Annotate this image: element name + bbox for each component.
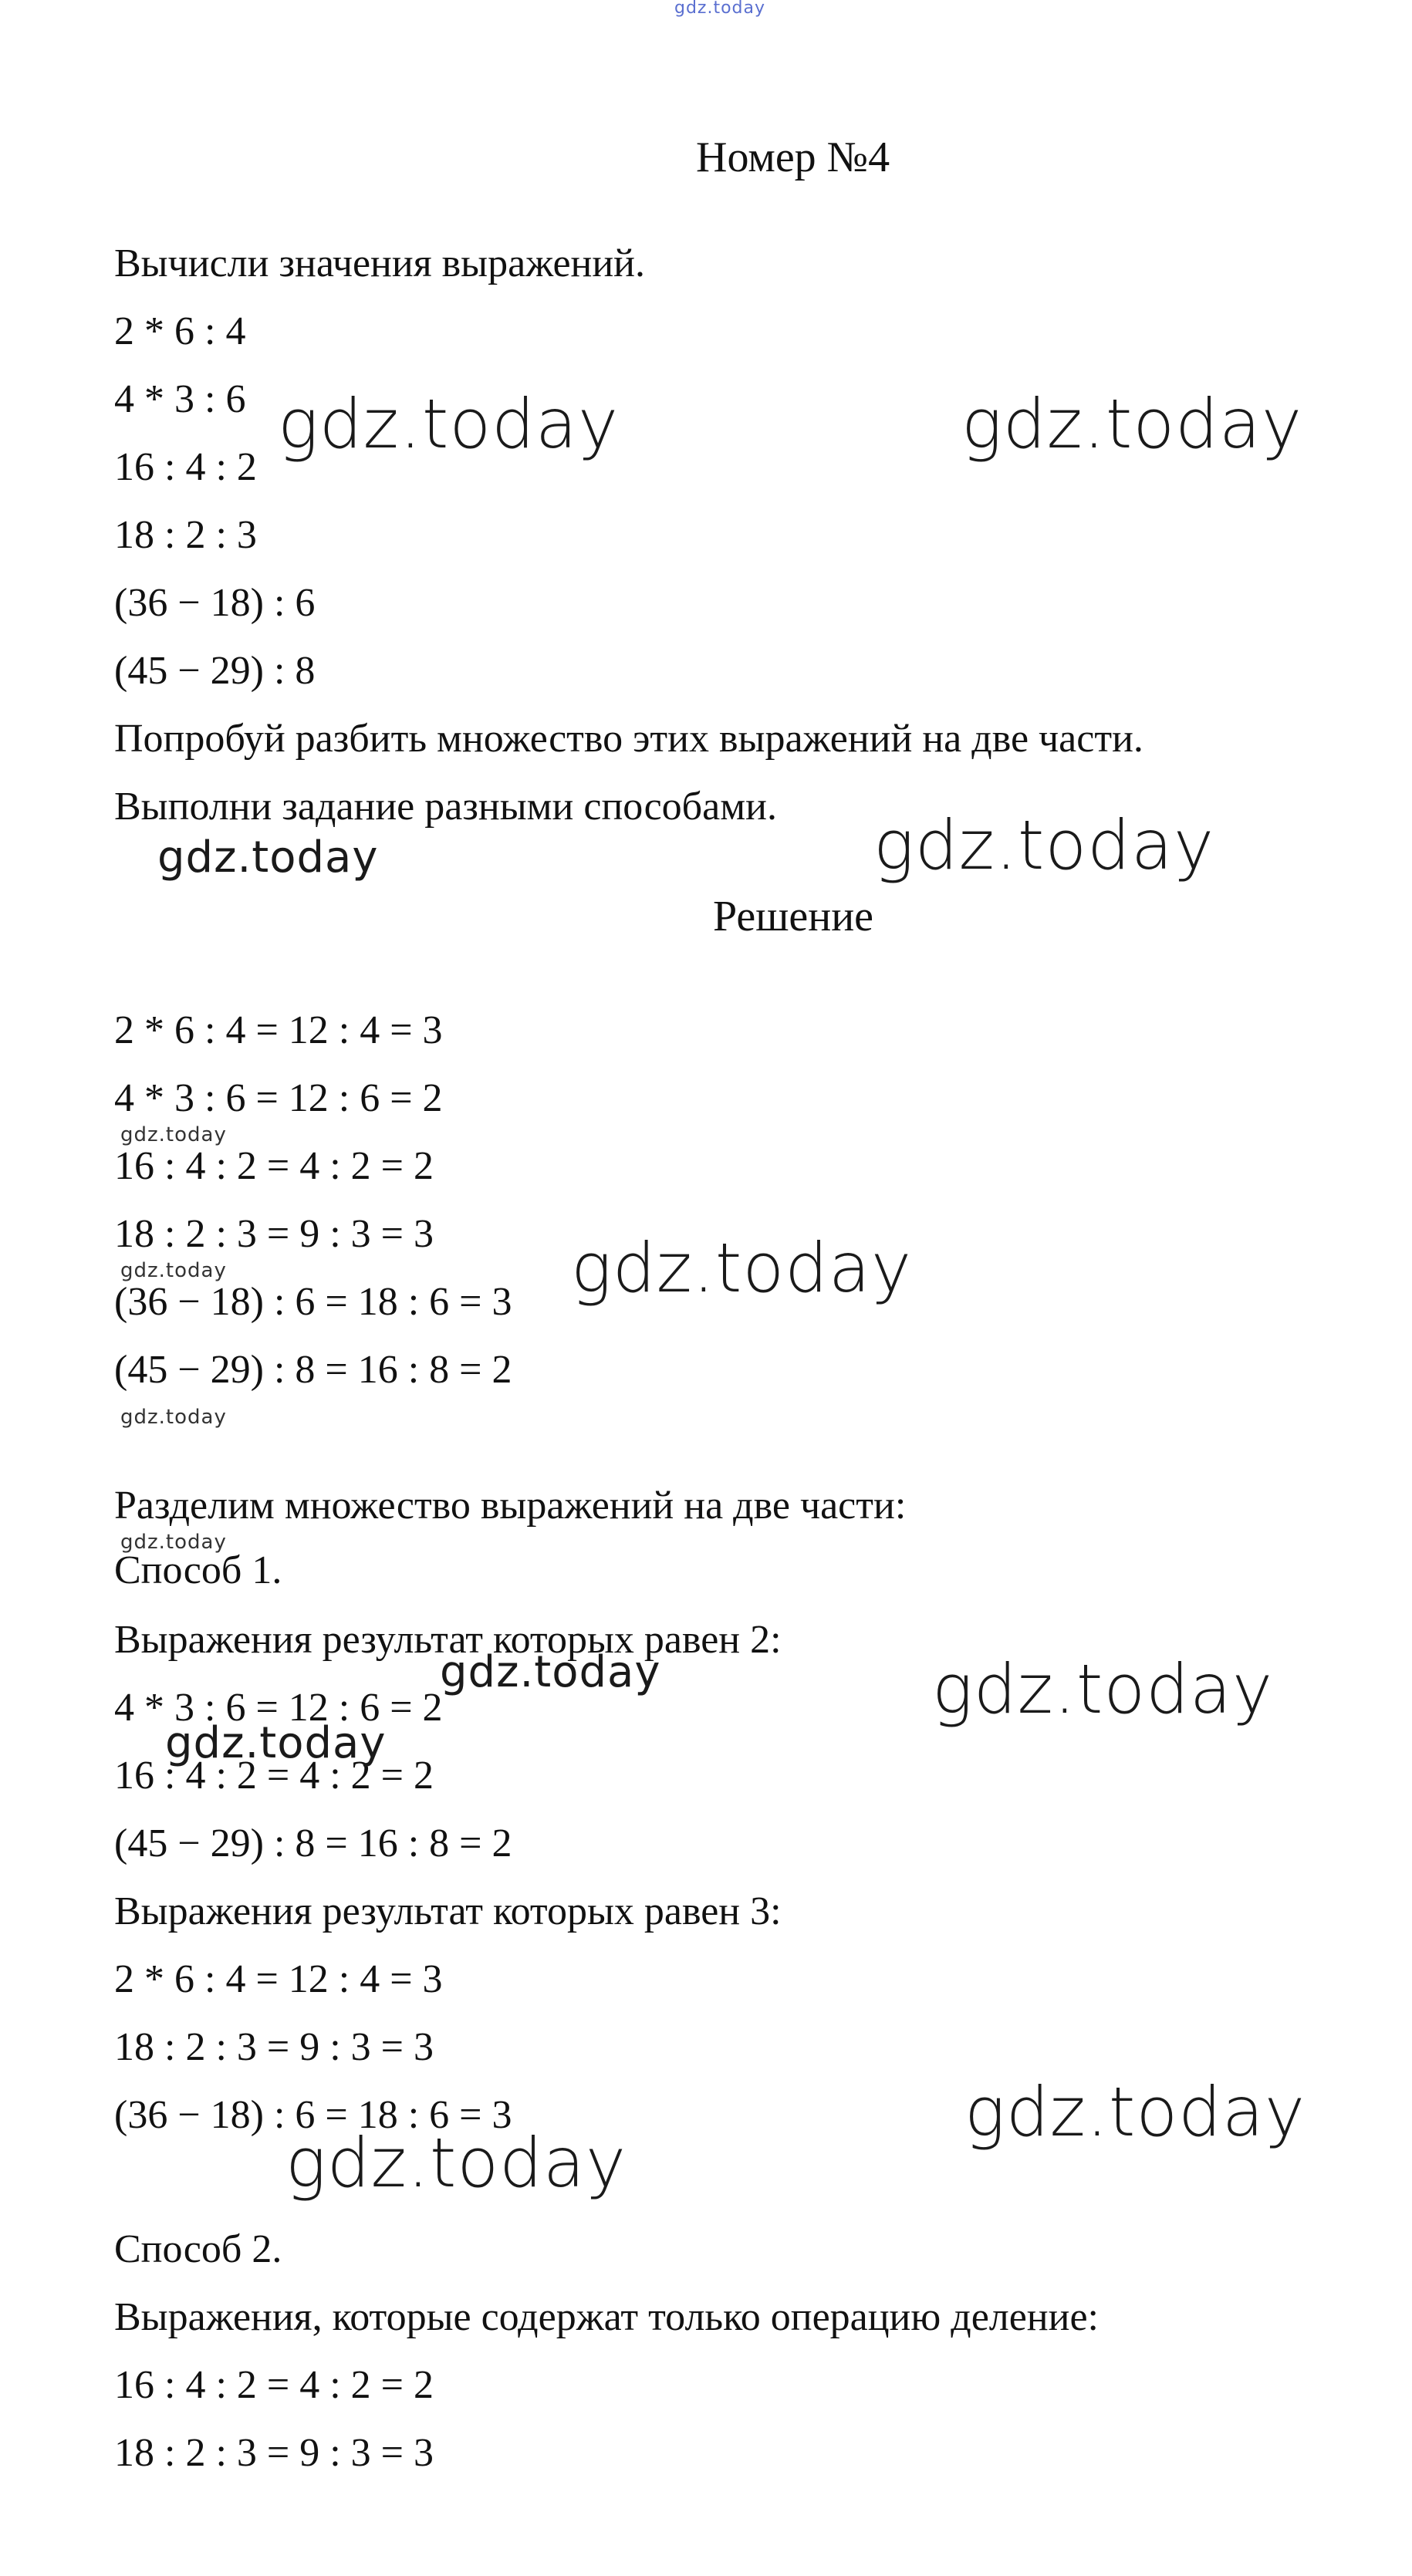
watermark: gdz.today (278, 384, 620, 464)
watermark: gdz.today (157, 832, 379, 883)
task-intro: Вычисли значения выражений. (114, 241, 646, 285)
watermark: gdz.today (932, 1649, 1274, 1729)
way1-group-a-line: 4 * 3 : 6 = 12 : 6 = 2 (114, 1686, 443, 1730)
solution-line: 4 * 3 : 6 = 12 : 6 = 2 (114, 1076, 443, 1120)
way2-line: 16 : 4 : 2 = 4 : 2 = 2 (114, 2363, 434, 2407)
watermark: gdz.today (285, 2123, 627, 2203)
watermark: gdz.today (440, 1647, 661, 1697)
way1-group-a-label: Выражения результат которых равен 2: (114, 1618, 782, 1662)
way1-group-a-line: 16 : 4 : 2 = 4 : 2 = 2 (114, 1754, 434, 1798)
task-expression: 4 * 3 : 6 (114, 377, 246, 421)
watermark: gdz.today (571, 1228, 913, 1308)
way1-group-b-line: 18 : 2 : 3 = 9 : 3 = 3 (114, 2025, 434, 2069)
watermark: gdz.today (964, 2072, 1306, 2152)
watermark: gdz.today (961, 384, 1303, 464)
watermark: gdz.today (120, 1123, 227, 1146)
solution-line: (45 − 29) : 8 = 16 : 8 = 2 (114, 1348, 512, 1392)
watermark: gdz.today (120, 1406, 227, 1429)
solution-line: 16 : 4 : 2 = 4 : 2 = 2 (114, 1144, 434, 1188)
way1-group-b-line: 2 * 6 : 4 = 12 : 4 = 3 (114, 1957, 443, 2001)
watermark: gdz.today (873, 805, 1215, 885)
watermark: gdz.today (120, 1531, 227, 1554)
way1-label: Способ 1. (114, 1548, 282, 1592)
solution-line: 2 * 6 : 4 = 12 : 4 = 3 (114, 1008, 443, 1052)
task-expression: 2 * 6 : 4 (114, 309, 246, 353)
way2-label: Способ 2. (114, 2227, 282, 2271)
task-expression: 16 : 4 : 2 (114, 445, 257, 489)
task-instruction: Попробуй разбить множество этих выражений на две части. (114, 717, 1143, 761)
way1-group-a-line: (45 − 29) : 8 = 16 : 8 = 2 (114, 1821, 512, 1865)
page-title: Номер №4 (696, 133, 890, 181)
solution-line: (36 − 18) : 6 = 18 : 6 = 3 (114, 1280, 512, 1324)
way1-group-b-label: Выражения результат которых равен 3: (114, 1889, 782, 1933)
task-expression: (45 − 29) : 8 (114, 649, 316, 693)
watermark: gdz.today (165, 1718, 387, 1768)
task-instruction: Выполни задание разными способами. (114, 785, 777, 829)
task-expression: (36 − 18) : 6 (114, 581, 316, 625)
way2-line: 18 : 2 : 3 = 9 : 3 = 3 (114, 2431, 434, 2475)
split-intro: Разделим множество выражений на две части: (114, 1484, 907, 1528)
top-watermark: gdz.today (674, 0, 766, 18)
way1-group-b-line: (36 − 18) : 6 = 18 : 6 = 3 (114, 2093, 512, 2137)
solution-line: 18 : 2 : 3 = 9 : 3 = 3 (114, 1212, 434, 1256)
way2-group-label: Выражения, которые содержат только операцию деление: (114, 2295, 1099, 2339)
task-expression: 18 : 2 : 3 (114, 513, 257, 557)
watermark: gdz.today (120, 1259, 227, 1282)
solution-heading: Решение (713, 893, 874, 940)
